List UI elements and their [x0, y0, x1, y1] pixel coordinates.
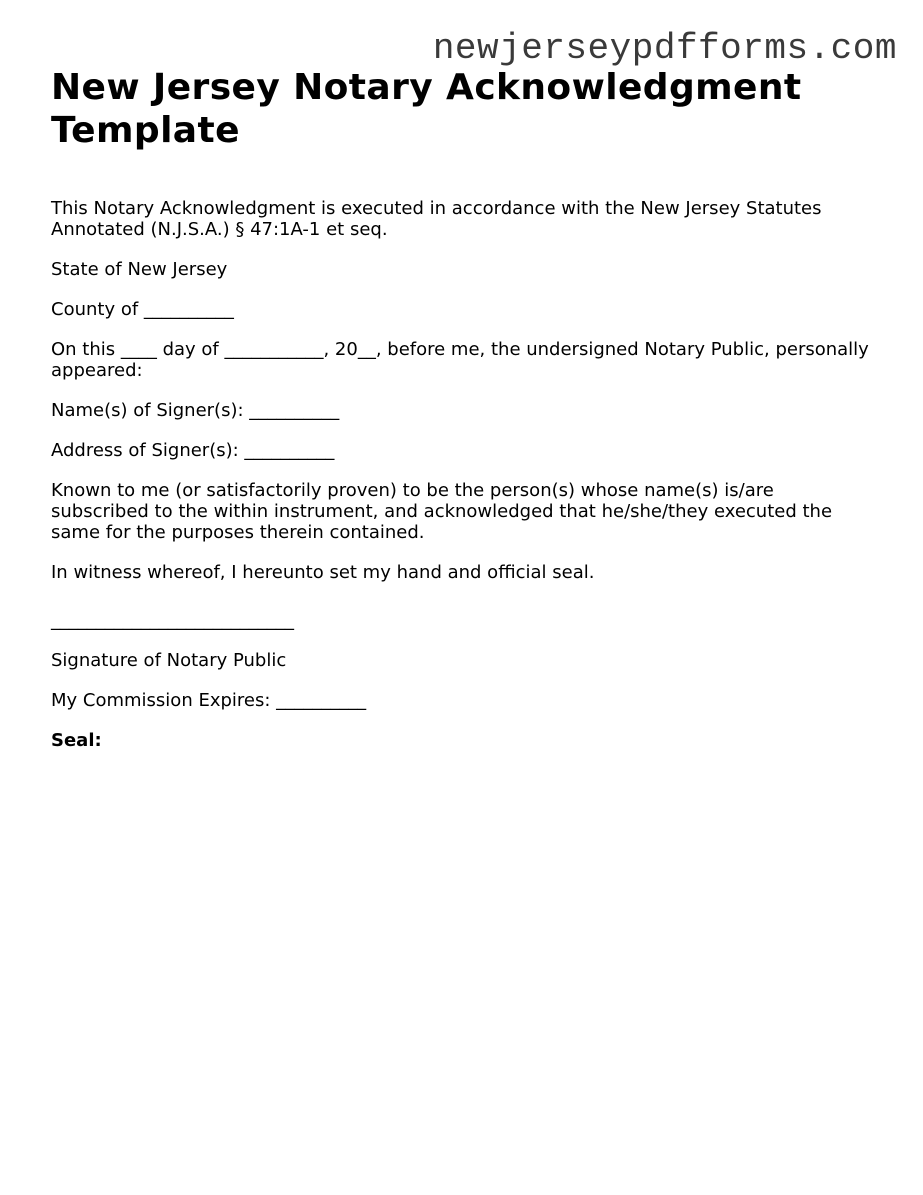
signer-names-line: Name(s) of Signer(s): __________: [51, 400, 340, 421]
signature-line: ___________________________: [51, 610, 294, 631]
signer-address-line: Address of Signer(s): __________: [51, 440, 335, 461]
notary-document: [51, 66, 871, 751]
state-line: State of New Jersey: [51, 259, 228, 280]
witness-line: In witness whereof, I hereunto set my hand and official seal.: [51, 562, 595, 583]
watermark-text: newjerseypdfforms.com: [432, 28, 897, 69]
known-statement-paragraph: Known to me (or satisfactorily proven) to be the person(s) whose name(s) is/are subscribed to the within instrument, and acknowledged that he/she/they executed the same for the purposes therein contained.: [51, 480, 833, 543]
seal-label: Seal:: [51, 730, 102, 751]
appearance-paragraph: On this ____ day of ___________, 20__, before me, the undersigned Notary Public, personally appeared:: [51, 339, 869, 381]
intro-paragraph: This Notary Acknowledgment is executed in accordance with the New Jersey Statutes Annotated (N.J.S.A.) § 47:1A-1 et seq.: [51, 198, 822, 240]
signature-label: Signature of Notary Public: [51, 650, 287, 671]
county-line: County of __________: [51, 299, 234, 320]
commission-expires-line: My Commission Expires: __________: [51, 690, 367, 711]
document-title: New Jersey Notary Acknowledgment Template: [51, 67, 802, 151]
